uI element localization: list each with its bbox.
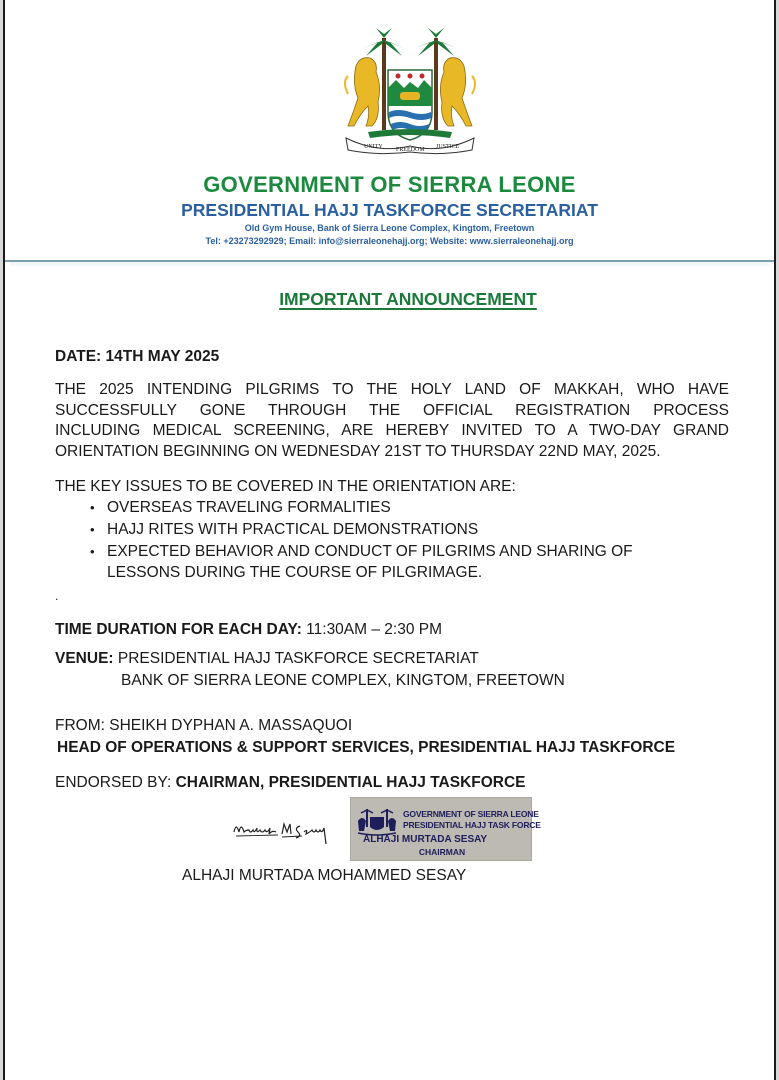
endorsed-by [55,773,526,794]
announcement-paragraph [55,380,729,462]
announcement-title [0,289,779,310]
page-frame-left [3,0,5,1080]
lion-right-icon [440,58,475,126]
venue-label: VENUE: [55,650,114,667]
time-label: TIME DURATION FOR EACH DAY: [55,621,302,638]
stamp-line-2: PRESIDENTIAL HAJJ TASK FORCE [403,820,541,830]
official-stamp [350,797,541,861]
announcement-title-text: IMPORTANT ANNOUNCEMENT [279,289,537,309]
endorsed-label: ENDORSED BY: [55,774,176,791]
coat-of-arms-icon [338,26,482,156]
issues-intro: THE KEY ISSUES TO BE COVERED IN THE ORIENTATION ARE: [55,478,516,495]
organization-address: Old Gym House, Bank of Sierra Leone Complex, Kingtom, Freetown [244,223,535,233]
paragraph-line: SUCCESSFULLY GONE THROUGH THE OFFICIAL REGISTRATION PROCESS [55,401,729,419]
time-value: 11:30AM – 2:30 PM [301,621,443,638]
from-role: HEAD OF OPERATIONS & SUPPORT SERVICES, PRESIDENTIAL HAJJ TASKFORCE [57,739,676,756]
issue-item: • HAJJ RITES WITH PRACTICAL DEMONSTRATIONS [90,519,710,541]
venue-line-2: BANK OF SIERRA LEONE COMPLEX, KINGTOM, FREETOWN [121,672,565,689]
stray-mark: . [55,589,59,603]
stamp-line-4: CHAIRMAN [418,847,466,857]
issue-item: • EXPECTED BEHAVIOR AND CONDUCT OF PILGRIMS AND SHARING OF LESSONS DURING THE COURSE OF PILGRIMAGE. [90,541,710,583]
stamp-crest-icon [356,807,398,837]
issues-list [90,497,710,583]
motto-freedom: FREEDOM [396,147,425,153]
organization-contact: Tel: +23273292929; Email: info@sierraleonehajj.org; Website: www.sierraleonehajj.org [205,236,574,246]
handwritten-signature-icon [232,812,332,846]
time-duration [55,620,442,641]
lion-left-icon [345,58,380,126]
venue-line-1: PRESIDENTIAL HAJJ TASKFORCE SECRETARIAT [113,650,479,667]
issue-item: • OVERSEAS TRAVELING FORMALITIES [90,497,710,519]
paragraph-line: ORIENTATION BEGINNING ON WEDNESDAY 21ST TO THURSDAY 22ND MAY, 2025. [55,442,661,460]
signer-name: ALHAJI MURTADA MOHAMMED SESAY [182,867,467,884]
motto-unity: UNITY [364,144,383,150]
from-line: FROM: SHEIKH DYPHAN A. MASSAQUOI [55,717,353,734]
header-divider-shadow [10,262,769,266]
announcement-date: DATE: 14TH MAY 2025 [55,348,220,365]
paragraph-line: THE 2025 INTENDING PILGRIMS TO THE HOLY LAND OF MAKKAH, WHO HAVE [55,381,729,398]
organization-title: PRESIDENTIAL HAJJ TASKFORCE SECRETARIAT [181,200,598,220]
paragraph-line: INCLUDING MEDICAL SCREENING, ARE HEREBY INVITED TO A TWO-DAY GRAND [55,422,729,439]
stamp-line-1: GOVERNMENT OF SIERRA LEONE [403,809,539,819]
venue [55,649,479,670]
government-title: GOVERNMENT OF SIERRA LEONE [203,172,576,197]
motto-justice: JUSTICE [436,144,460,150]
stamp-line-3: ALHAJI MURTADA SESAY [363,834,488,845]
endorsed-value: CHAIRMAN, PRESIDENTIAL HAJJ TASKFORCE [175,774,526,791]
